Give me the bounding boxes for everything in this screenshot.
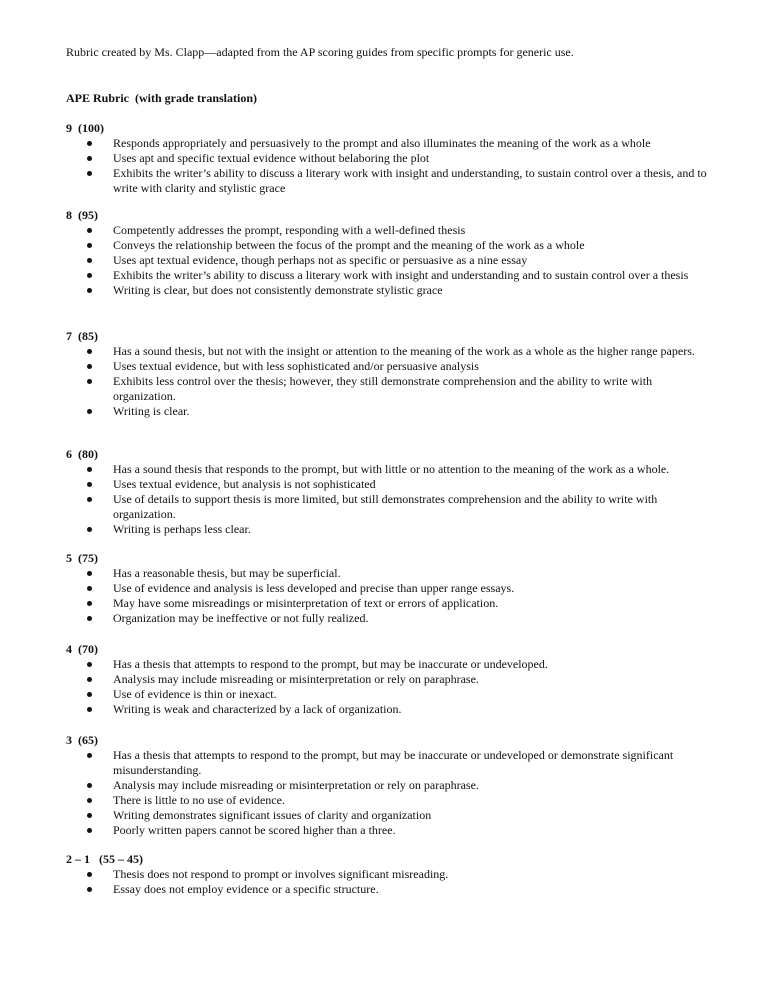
criterion-text: Uses textual evidence, but with less sophisticated and/or persuasive analysis <box>113 359 479 373</box>
criterion-item <box>66 359 708 374</box>
criterion-text: Responds appropriately and persuasively to the prompt and also illuminates the meaning of the work as a whole <box>113 136 651 150</box>
criterion-item <box>66 477 708 492</box>
criteria-list <box>66 566 716 626</box>
score-section-3 <box>66 733 716 838</box>
criterion-item <box>66 882 708 897</box>
criterion-item <box>66 581 708 596</box>
criterion-item <box>66 283 708 298</box>
criterion-item <box>66 657 708 672</box>
criterion-item <box>66 238 708 253</box>
bullet-icon <box>87 364 92 369</box>
criterion-text: Competently addresses the prompt, responding with a well-defined thesis <box>113 223 466 237</box>
criterion-item <box>66 808 708 823</box>
bullet-icon <box>87 258 92 263</box>
bullet-icon <box>87 616 92 621</box>
criterion-text: Writing is weak and characterized by a lack of organization. <box>113 702 402 716</box>
score-section-8 <box>66 208 716 298</box>
bullet-icon <box>87 141 92 146</box>
bullet-icon <box>87 527 92 532</box>
bullet-icon <box>87 783 92 788</box>
criterion-text: Writing demonstrates significant issues of clarity and organization <box>113 808 432 822</box>
bullet-icon <box>87 273 92 278</box>
bullet-icon <box>87 586 92 591</box>
criterion-text: Exhibits the writer’s ability to discuss a literary work with insight and understanding and to sustain control over a thesis <box>113 268 689 282</box>
criterion-text: Has a thesis that attempts to respond to the prompt, but may be inaccurate or undeveloped or demonstrate significant misunderstanding. <box>113 748 674 777</box>
criterion-item <box>66 687 708 702</box>
criterion-item <box>66 492 708 522</box>
criterion-text: There is little to no use of evidence. <box>113 793 285 807</box>
bullet-icon <box>87 349 92 354</box>
criterion-item <box>66 823 708 838</box>
score-heading: 3 (65) <box>66 733 98 747</box>
criterion-item <box>66 223 708 238</box>
criterion-item <box>66 566 708 581</box>
bullet-icon <box>87 482 92 487</box>
criterion-item <box>66 611 708 626</box>
criterion-text: Thesis does not respond to prompt or involves significant misreading. <box>113 867 449 881</box>
criterion-text: Organization may be ineffective or not fully realized. <box>113 611 369 625</box>
bullet-icon <box>87 571 92 576</box>
criterion-text: Conveys the relationship between the focus of the prompt and the meaning of the work as a whole <box>113 238 585 252</box>
score-section-5 <box>66 551 716 626</box>
criterion-item <box>66 151 708 166</box>
score-heading: 2 – 1 (55 – 45) <box>66 852 143 866</box>
criteria-list <box>66 748 716 838</box>
bullet-icon <box>87 228 92 233</box>
criterion-item <box>66 268 708 283</box>
criterion-item <box>66 136 708 151</box>
bullet-icon <box>87 872 92 877</box>
bullet-icon <box>87 243 92 248</box>
criterion-item <box>66 462 708 477</box>
criterion-item <box>66 748 708 778</box>
page-title: APE Rubric (with grade translation) <box>66 91 257 105</box>
score-heading: 7 (85) <box>66 329 98 343</box>
score-section-6 <box>66 447 716 537</box>
criteria-list <box>66 657 716 717</box>
bullet-icon <box>87 707 92 712</box>
bullet-icon <box>87 379 92 384</box>
criterion-text: Has a sound thesis, but not with the insight or attention to the meaning of the work as a whole as the higher range papers. <box>113 344 695 358</box>
criterion-text: Uses apt and specific textual evidence without belaboring the plot <box>113 151 430 165</box>
criterion-text: May have some misreadings or misinterpretation of text or errors of application. <box>113 596 499 610</box>
criterion-text: Writing is perhaps less clear. <box>113 522 251 536</box>
score-section-7 <box>66 329 716 419</box>
bullet-icon <box>87 662 92 667</box>
criterion-text: Use of details to support thesis is more limited, but still demonstrates comprehension and the ability to write with organization. <box>113 492 658 521</box>
criterion-text: Exhibits less control over the thesis; however, they still demonstrate comprehension and the ability to write with organization. <box>113 374 653 403</box>
bullet-icon <box>87 677 92 682</box>
criterion-item <box>66 374 708 404</box>
score-section-9 <box>66 121 716 196</box>
criterion-text: Exhibits the writer’s ability to discuss a literary work with insight and understanding, to sustain control over a thesis, and to write with clarity and stylistic grace <box>113 166 707 195</box>
bullet-icon <box>87 813 92 818</box>
criterion-text: Uses apt textual evidence, though perhaps not as specific or persuasive as a nine essay <box>113 253 528 267</box>
criterion-text: Has a sound thesis that responds to the prompt, but with little or no attention to the meaning of the work as a whole. <box>113 462 670 476</box>
bullet-icon <box>87 601 92 606</box>
score-heading: 5 (75) <box>66 551 98 565</box>
criteria-list <box>66 223 716 298</box>
bullet-icon <box>87 409 92 414</box>
bullet-icon <box>87 288 92 293</box>
score-heading: 9 (100) <box>66 121 104 135</box>
criterion-item <box>66 522 708 537</box>
criterion-item <box>66 702 708 717</box>
criterion-text: Analysis may include misreading or misinterpretation or rely on paraphrase. <box>113 778 479 792</box>
bullet-icon <box>87 798 92 803</box>
criterion-item <box>66 672 708 687</box>
criterion-text: Use of evidence and analysis is less developed and precise than upper range essays. <box>113 581 515 595</box>
criterion-item <box>66 404 708 419</box>
criterion-text: Use of evidence is thin or inexact. <box>113 687 277 701</box>
bullet-icon <box>87 887 92 892</box>
criterion-text: Uses textual evidence, but analysis is not sophisticated <box>113 477 376 491</box>
criterion-item <box>66 166 708 196</box>
criteria-list <box>66 136 716 196</box>
bullet-icon <box>87 753 92 758</box>
score-heading: 8 (95) <box>66 208 98 222</box>
intro-note: Rubric created by Ms. Clapp—adapted from the AP scoring guides from specific prompts for generic use. <box>66 45 574 59</box>
bullet-icon <box>87 467 92 472</box>
criterion-text: Poorly written papers cannot be scored higher than a three. <box>113 823 396 837</box>
criterion-text: Writing is clear. <box>113 404 190 418</box>
criteria-list <box>66 462 716 537</box>
bullet-icon <box>87 156 92 161</box>
bullet-icon <box>87 828 92 833</box>
criterion-text: Writing is clear, but does not consistently demonstrate stylistic grace <box>113 283 443 297</box>
bullet-icon <box>87 171 92 176</box>
criterion-text: Has a thesis that attempts to respond to the prompt, but may be inaccurate or undeveloped. <box>113 657 548 671</box>
score-heading: 4 (70) <box>66 642 98 656</box>
score-section-4 <box>66 642 716 717</box>
criterion-item <box>66 253 708 268</box>
bullet-icon <box>87 497 92 502</box>
score-section-2-1 <box>66 852 716 897</box>
criterion-item <box>66 793 708 808</box>
criterion-item <box>66 778 708 793</box>
criterion-text: Has a reasonable thesis, but may be superficial. <box>113 566 341 580</box>
criterion-text: Essay does not employ evidence or a specific structure. <box>113 882 379 896</box>
score-heading: 6 (80) <box>66 447 98 461</box>
criterion-item <box>66 596 708 611</box>
bullet-icon <box>87 692 92 697</box>
criterion-item <box>66 344 708 359</box>
criteria-list <box>66 867 716 897</box>
criterion-text: Analysis may include misreading or misinterpretation or rely on paraphrase. <box>113 672 479 686</box>
criterion-item <box>66 867 708 882</box>
criteria-list <box>66 344 716 419</box>
